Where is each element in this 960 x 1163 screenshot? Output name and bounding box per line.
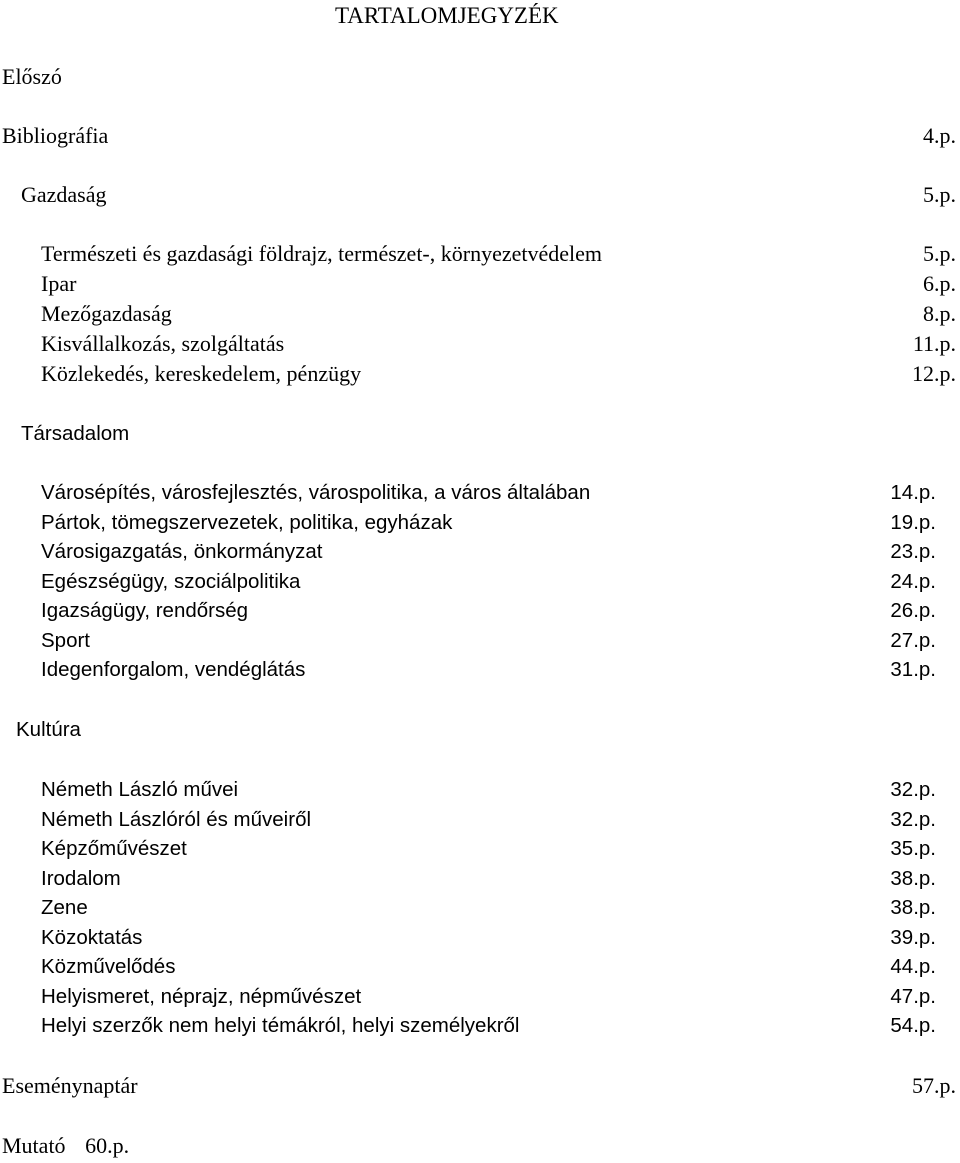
toc-entry: Egészségügy, szociálpolitika: [41, 570, 301, 593]
toc-entry: Közoktatás: [41, 926, 143, 949]
toc-page: 24.p.: [890, 570, 936, 593]
toc-page: 31.p.: [890, 658, 936, 681]
toc-entry: Városépítés, városfejlesztés, várospolitika, a város általában: [41, 481, 591, 504]
toc-page-mutato: 60.p.: [85, 1133, 130, 1158]
toc-page: 32.p.: [890, 778, 936, 801]
toc-page-esemenynaptar: 57.p.: [912, 1073, 956, 1098]
toc-entry-mutato: [2, 1133, 129, 1159]
toc-entry: Helyismeret, néprajz, népművészet: [41, 985, 362, 1008]
toc-page: 11.p.: [912, 331, 956, 356]
toc-page: 38.p.: [890, 867, 936, 890]
toc-entry: Ipar: [41, 271, 77, 296]
toc-entry: Németh Lászlóról és műveiről: [41, 808, 312, 831]
toc-entry: Mezőgazdaság: [41, 301, 172, 326]
toc-entry: Sport: [41, 629, 90, 652]
toc-page: 39.p.: [890, 926, 936, 949]
toc-page: 32.p.: [890, 808, 936, 831]
toc-entry-bibliografia: Bibliográfia: [2, 123, 109, 148]
toc-entry: Városigazgatás, önkormányzat: [41, 540, 323, 563]
toc-entry: Helyi szerzők nem helyi témákról, helyi személyekről: [41, 1014, 520, 1037]
page-title: TARTALOMJEGYZÉK: [335, 3, 559, 28]
toc-entry: Közlekedés, kereskedelem, pénzügy: [41, 361, 362, 386]
toc-page: 35.p.: [890, 837, 936, 860]
toc-page: 5.p.: [923, 241, 956, 266]
toc-entry-esemenynaptar: Eseménynaptár: [2, 1073, 138, 1098]
section-heading-gazdasag: Gazdaság: [21, 182, 107, 207]
toc-page: 23.p.: [890, 540, 936, 563]
toc-page: 8.p.: [923, 301, 956, 326]
toc-entry-eloszo: Előszó: [2, 64, 62, 89]
toc-page: 38.p.: [890, 896, 936, 919]
toc-page: 14.p.: [890, 481, 936, 504]
toc-entry: Idegenforgalom, vendéglátás: [41, 658, 306, 681]
toc-entry: Németh László művei: [41, 778, 239, 801]
toc-entry: Igazságügy, rendőrség: [41, 599, 249, 622]
toc-entry: Közművelődés: [41, 955, 176, 978]
toc-page-bibliografia: 4.p.: [923, 123, 956, 148]
toc-page: 27.p.: [890, 629, 936, 652]
toc-entry: Kisvállalkozás, szolgáltatás: [41, 331, 285, 356]
toc-entry: Képzőművészet: [41, 837, 187, 860]
toc-page: 54.p.: [890, 1014, 936, 1037]
section-heading-kultura: Kultúra: [16, 718, 81, 741]
toc-entry: Irodalom: [41, 867, 121, 890]
toc-entry: Természeti és gazdasági földrajz, természet-, környezetvédelem: [41, 241, 603, 266]
toc-page: 6.p.: [923, 271, 956, 296]
toc-page: 47.p.: [890, 985, 936, 1008]
toc-page-gazdasag: 5.p.: [923, 182, 956, 207]
toc-page: 19.p.: [890, 511, 936, 534]
toc-page: 26.p.: [890, 599, 936, 622]
toc-page: 12.p.: [912, 361, 956, 386]
toc-entry: Zene: [41, 896, 88, 919]
toc-page: 44.p.: [890, 955, 936, 978]
section-heading-tarsadalom: Társadalom: [21, 422, 130, 445]
toc-entry: Pártok, tömegszervezetek, politika, egyházak: [41, 511, 453, 534]
toc-label-mutato: Mutató: [2, 1133, 66, 1158]
